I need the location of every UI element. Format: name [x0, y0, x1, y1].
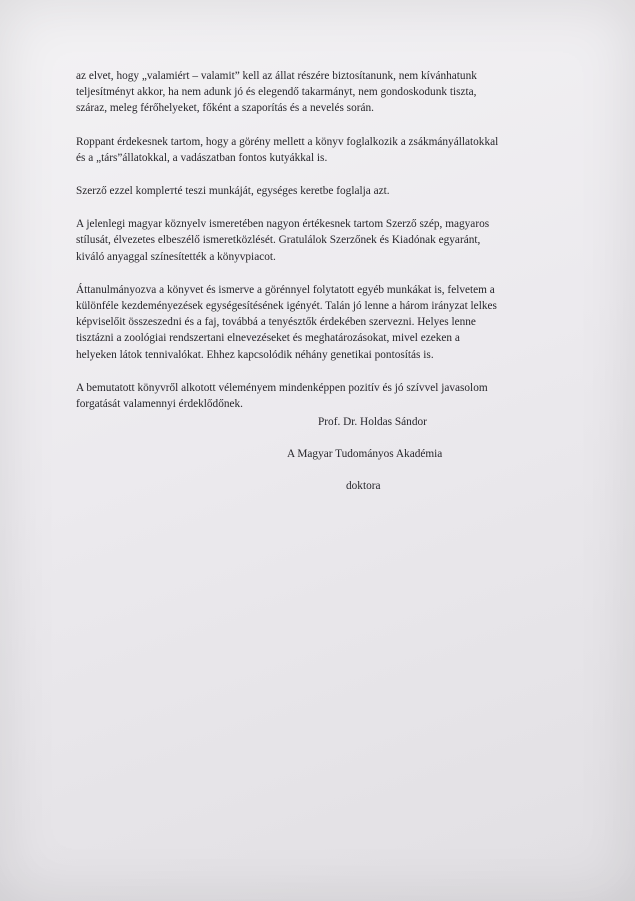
paragraph-1: [76, 68, 561, 117]
text-line: képviselőit összeszedni és a faj, továbbá a tenyésztők érdekében szervezni. Helyes lenne: [76, 316, 476, 329]
paragraph-4: [76, 216, 561, 265]
text-line: forgatását valamennyi érdeklődőnek.: [76, 398, 243, 411]
signatory-title: doktora: [346, 480, 381, 492]
text-line: különféle kezdeményezések egységesítésének igényét. Talán jó lenne a három irányzat lelkes: [76, 300, 497, 313]
text-line: A jelenlegi magyar köznyelv ismeretében nagyon értékesnek tartom Szerző szép, magyaros: [76, 218, 490, 231]
signatory-institution: A Magyar Tudományos Akadémia: [287, 448, 443, 460]
text-line: kiváló anyaggal színesítették a könyvpiacot.: [76, 250, 276, 263]
text-line: és a „társ”állatokkal, a vadászatban fontos kutyákkal is.: [76, 151, 328, 164]
paragraph-6: [76, 380, 561, 412]
text-line: száraz, meleg férőhelyeket, főként a szaporítás és a nevelés során.: [76, 102, 374, 115]
text-line: Szerző ezzel komplетté teszi munkáját, egységes keretbe foglalja azt.: [76, 185, 390, 198]
text-line: az elvet, hogy „valamiért – valamit” kell az állat részére biztosítanunk, nem kívánhatunk: [76, 70, 477, 82]
paragraph-5: [76, 282, 561, 363]
letter-body: [76, 68, 561, 429]
text-line: A bemutatott könyvről alkotott véleményem mindenképpen pozitív és jó szívvel javasolom: [76, 381, 488, 394]
text-line: stílusát, élvezetes elbeszélő ismeretközlését. Gratulálok Szerzőnek és Kiadónak egyaránt,: [76, 234, 481, 247]
text-line: teljesítményt akkor, ha nem adunk jó és elegendő takarmányt, nem gondoskodunk tiszta,: [76, 86, 477, 99]
text-line: tisztázni a zoológiai rendszertani elnevezéseket és meghatározásokat, mivel ezeken a: [76, 332, 460, 345]
text-line: Roppant érdekesnek tartom, hogy a görény mellett a könyv foglalkozik a zsákmányállatokkal: [76, 135, 499, 148]
signatory-name: Prof. Dr. Holdas Sándor: [318, 416, 427, 428]
paragraph-3: [76, 183, 561, 199]
text-line: Áttanulmányozva a könyvet és ismerve a görénnyel folytatott egyéb munkákat is, felvetem a: [76, 283, 495, 296]
text-line: helyeken látok tennivalókat. Ehhez kapcsolódik néhány genetikai pontosítás is.: [76, 348, 434, 361]
paragraph-2: [76, 134, 561, 166]
